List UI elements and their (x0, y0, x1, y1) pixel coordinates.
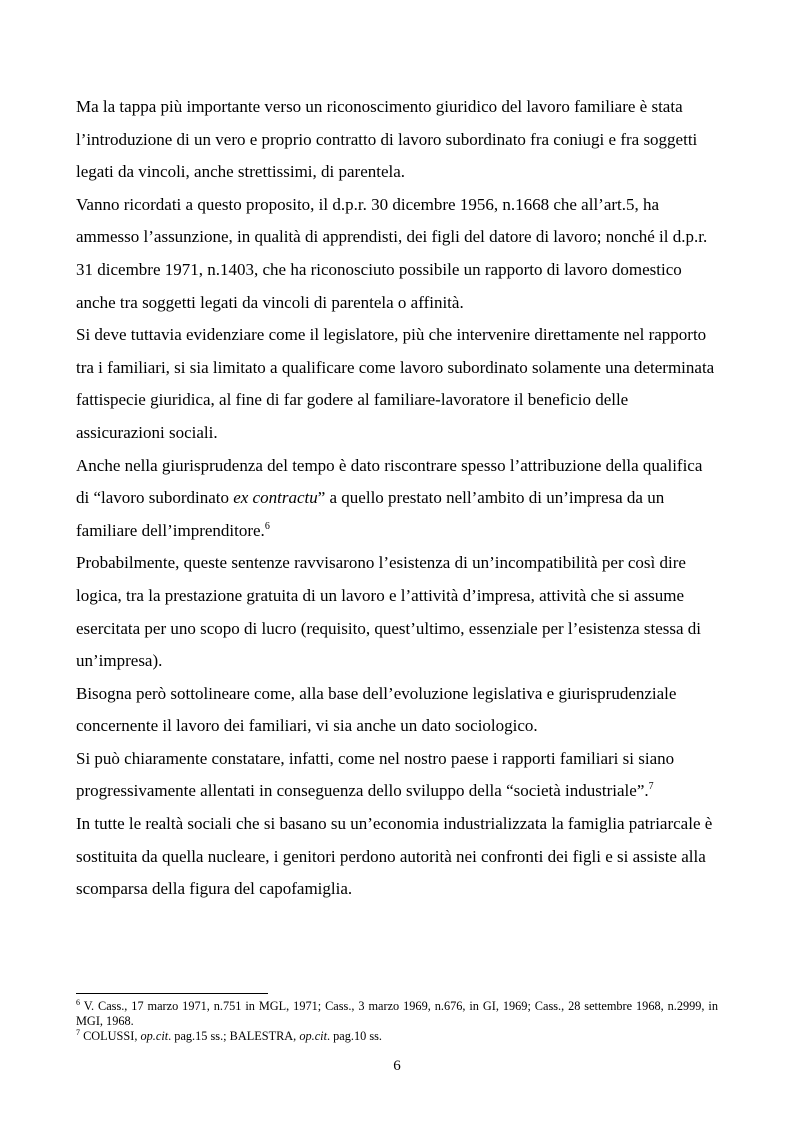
paragraph-3 (76, 319, 718, 449)
footnote-7-italic1: op.cit (140, 1029, 169, 1043)
footnote-ref-7[interactable]: 7 (648, 781, 654, 793)
paragraph-4 (76, 450, 718, 548)
paragraph-4-text-before: Anche nella giurisprudenza del tempo è dato riscontrare spesso l’attribuzione della qualifica di “lavoro subordinato (76, 455, 703, 508)
footnote-6-text: V. Cass., 17 marzo 1971, n.751 in MGL, 1971; Cass., 3 marzo 1969, n.676, in GI, 1969; Cass., 28 settembre 1968, n.2999, in MGI, 1968. (76, 999, 718, 1028)
paragraph-3-text: Si deve tuttavia evidenziare come il legislatore, più che intervenire direttamente nel rapporto tra i familiari, si sia limitato a qualificare come lavoro subordinato solamente una determinata fattispecie giuridica, al fine di far godere al familiare-lavoratore il beneficio delle assicurazioni sociali. (76, 325, 715, 442)
paragraph-6 (76, 678, 718, 743)
document-page (76, 0, 718, 1123)
paragraph-4-text-after: ” a quello prestato nell’ambito di un’impresa da un familiare dell’imprenditore. (76, 488, 665, 540)
footnote-7-number: 7 (76, 1028, 80, 1037)
paragraph-7 (76, 743, 718, 808)
paragraph-8 (76, 808, 718, 906)
paragraph-1-text: Ma la tappa più importante verso un riconoscimento giuridico del lavoro familiare è stata l’introduzione di un vero e proprio contratto di lavoro subordinato fra coniugi e fra soggetti legati da vincoli, anche strettissimi, di parentela. (76, 97, 698, 182)
paragraph-8-text: In tutte le realtà sociali che si basano su un’economia industrializzata la famiglia patriarcale è sostituita da quella nucleare, i genitori perdono autorità nei confronti dei figli e si assiste alla scomparsa della figura del capofamiglia. (76, 814, 713, 899)
paragraph-4-italic-term: ex contractu (233, 488, 318, 508)
footnote-7 (76, 1029, 718, 1044)
paragraph-7-text: Si può chiaramente constatare, infatti, come nel nostro paese i rapporti familiari si siano progressivamente allentati in conseguenza dello sviluppo della “società industriale”. (76, 748, 675, 801)
page-number: 6 (393, 1058, 401, 1074)
footnote-7-part2: . pag.15 ss.; BALESTRA, (168, 1029, 300, 1043)
paragraph-6-text: Bisogna però sottolineare come, alla base dell’evoluzione legislativa e giurisprudenziale concernente il lavoro dei familiari, vi sia anche un dato sociologico. (76, 683, 677, 736)
footnote-6 (76, 999, 718, 1029)
paragraph-5-text: Probabilmente, queste sentenze ravvisarono l’esistenza di un’incompatibilità per così dire logica, tra la prestazione gratuita di un lavoro e l’attività d’impresa, attività che si assume esercitata per uno scopo di lucro (requisito, quest’ultimo, essenziale per l’esistenza stessa di un’impresa). (76, 553, 702, 671)
footnote-separator (76, 993, 268, 994)
body-text (76, 91, 718, 906)
paragraph-5 (76, 547, 718, 677)
paragraph-1 (76, 91, 718, 189)
footnote-7-part3: . pag.10 ss. (327, 1029, 382, 1043)
footnote-7-part1: COLUSSI, (80, 1029, 141, 1043)
footnote-7-italic2: op.cit (299, 1029, 327, 1043)
footnote-6-number: 6 (76, 998, 80, 1007)
paragraph-2 (76, 189, 718, 319)
footnotes (76, 999, 718, 1044)
paragraph-2-text: Vanno ricordati a questo proposito, il d.p.r. 30 dicembre 1956, n.1668 che all’art.5, ha ammesso l’assunzione, in qualità di apprendisti, dei figli del datore di lavoro; nonché il d.p.r. 31 dicembre 1971, n.1403, che ha riconosciuto possibile un rapporto di lavoro domestico anche tra soggetti legati da vincoli di parentela o affinità. (76, 194, 708, 312)
footnote-ref-6[interactable]: 6 (264, 520, 270, 532)
